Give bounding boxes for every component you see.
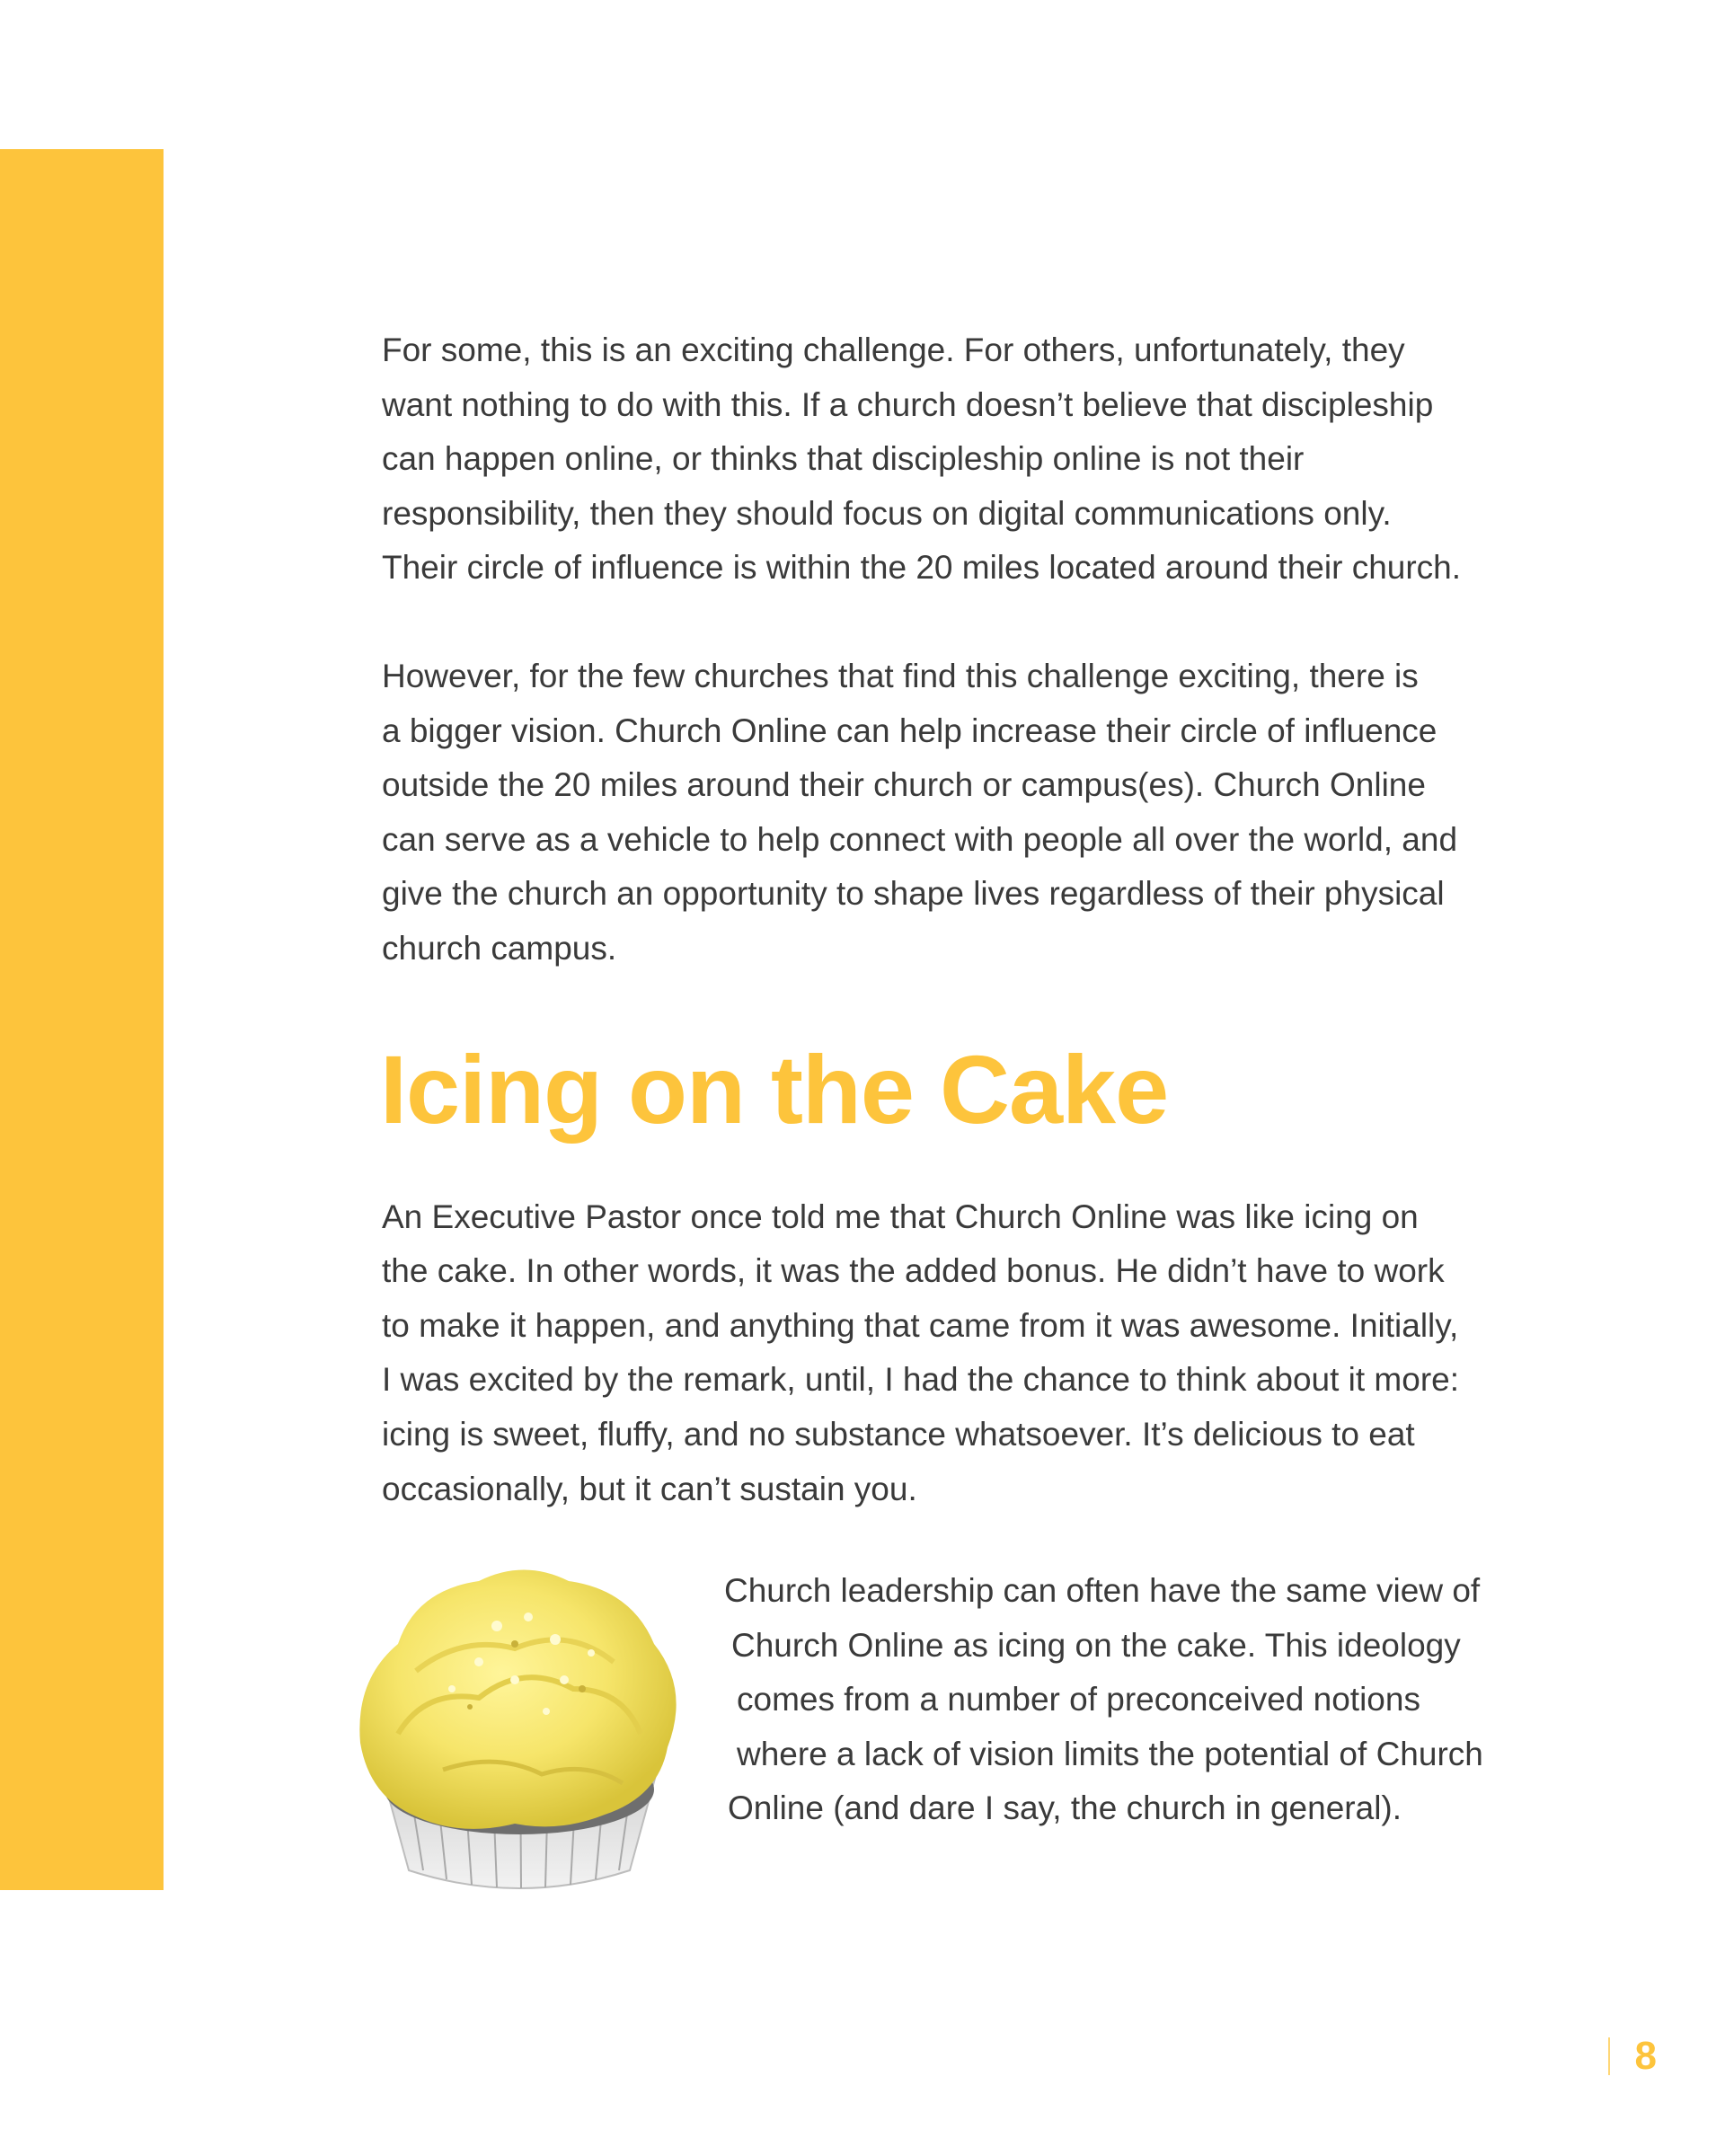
paragraph-line: Online (and dare I say, the church in general). (728, 1789, 1402, 1827)
paragraph-line: church campus. (382, 929, 617, 967)
paragraph-line: outside the 20 miles around their church or campus(es). Church Online (382, 766, 1426, 804)
paragraph-line: occasionally, but it can’t sustain you. (382, 1470, 917, 1507)
paragraph-line: to make it happen, and anything that came from it was awesome. Initially, (382, 1306, 1459, 1344)
paragraph-line: a bigger vision. Church Online can help increase their circle of influence (382, 711, 1438, 749)
paragraph-line: Church leadership can often have the same view of (724, 1572, 1481, 1609)
main-content (382, 323, 1568, 1516)
paragraph-2 (382, 649, 1568, 976)
paragraph-line: the cake. In other words, it was the added bonus. He didn’t have to work (382, 1252, 1445, 1290)
paragraph-line: Church Online as icing on the cake. This ideology (731, 1626, 1461, 1664)
page-number-divider (1608, 2037, 1610, 2075)
page-footer (1608, 2034, 1657, 2079)
paragraph-line: For some, this is an exciting challenge. For others, unfortunately, they (382, 331, 1405, 368)
paragraph-line: Their circle of influence is within the 20 miles located around their church. (382, 549, 1462, 587)
paragraph-line: An Executive Pastor once told me that Church Online was like icing on (382, 1197, 1419, 1235)
paragraph-line: However, for the few churches that find this challenge exciting, there is (382, 657, 1419, 694)
paragraph-line: where a lack of vision limits the potential of Church (737, 1735, 1483, 1772)
paragraph-line: can happen online, or thinks that discipleship online is not their (382, 440, 1305, 478)
cupcake-image (344, 1554, 694, 1895)
paragraph-3 (382, 1190, 1568, 1517)
paragraph-line: give the church an opportunity to shape lives regardless of their physical (382, 875, 1445, 913)
paragraph-line: icing is sweet, fluffy, and no substance whatsoever. It’s delicious to eat (382, 1415, 1415, 1453)
paragraph-line: want nothing to do with this. If a church doesn’t believe that discipleship (382, 385, 1434, 423)
page-number: 8 (1634, 2034, 1657, 2078)
paragraph-1 (382, 323, 1568, 596)
accent-side-bar (0, 149, 164, 1890)
paragraph-line: comes from a number of preconceived notions (737, 1681, 1420, 1719)
paragraph-line: I was excited by the remark, until, I had the chance to think about it more: (382, 1361, 1460, 1399)
section-heading: Icing on the Cake (380, 1034, 1169, 1144)
paragraph-line: can serve as a vehicle to help connect with people all over the world, and (382, 820, 1458, 858)
paragraph-line: responsibility, then they should focus on digital communications only. (382, 494, 1392, 532)
paragraph-4 (724, 1564, 1483, 1836)
